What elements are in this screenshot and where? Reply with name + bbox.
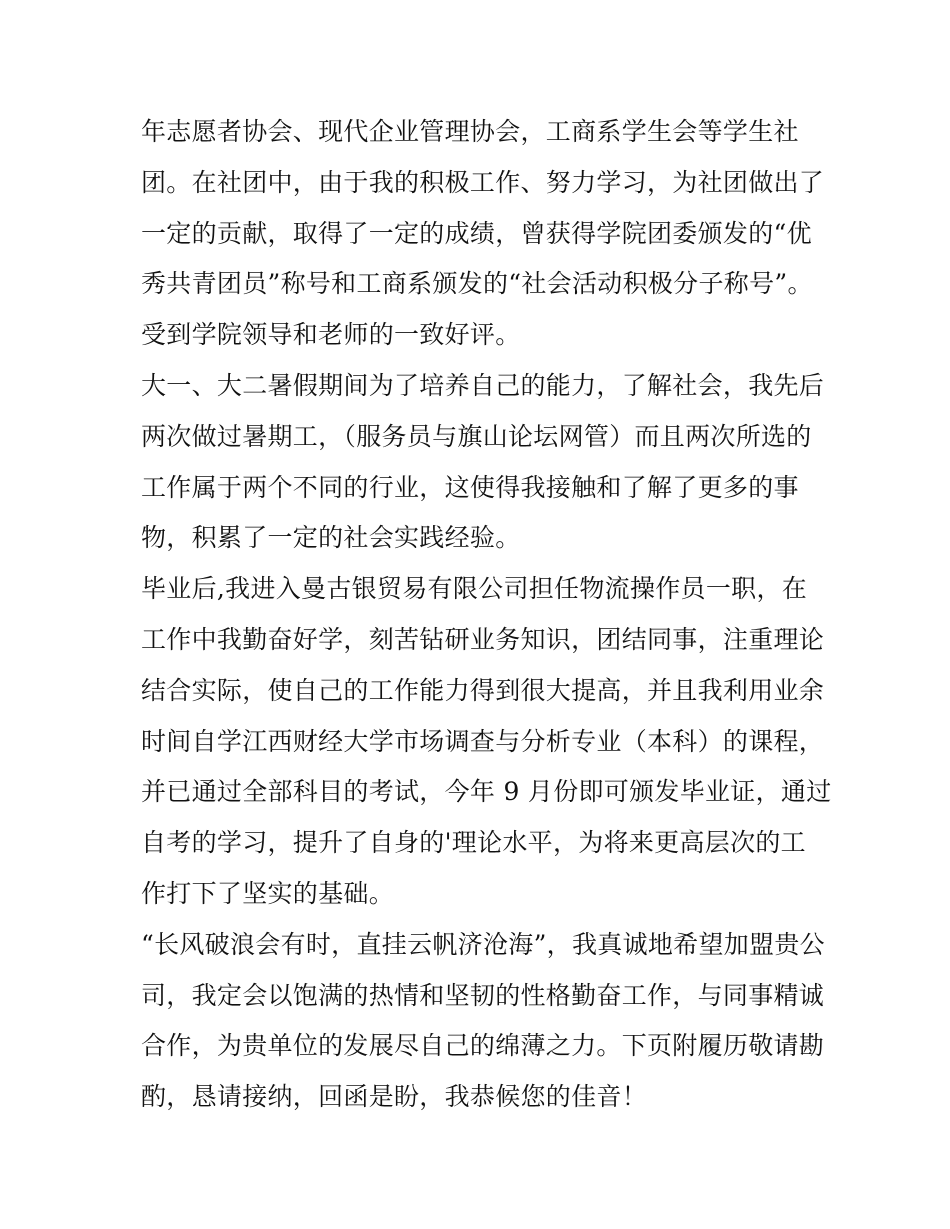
text-line: 毕业后,我进入曼古银贸易有限公司担任物流操作员一职，在 bbox=[141, 574, 808, 604]
text-line: 年志愿者协会、现代企业管理协会，工商系学生会等学生社 bbox=[141, 117, 799, 146]
text-line: 团。在社团中，由于我的积极工作、努力学习，为社团做出了 bbox=[141, 167, 825, 197]
text-line: 酌，恳请接纳，回函是盼，我恭候您的佳音！ bbox=[141, 1082, 648, 1112]
text-line: 一定的贡献，取得了一定的成绩，曾获得学院团委颁发的“优 bbox=[141, 218, 812, 248]
text-line: 合作，为贵单位的发展尽自己的绵薄之力。下页附履历敬请勘 bbox=[141, 1031, 825, 1061]
text-line: 时间自学江西财经大学市场调查与分析专业（本科）的课程， bbox=[141, 726, 825, 756]
text-line: 大一、大二暑假期间为了培养自己的能力，了解社会，我先后 bbox=[141, 370, 825, 400]
text-line: 结合实际，使自己的工作能力得到很大提高，并且我利用业余 bbox=[141, 675, 825, 705]
text-line: “长风破浪会有时，直挂云帆济沧海”，我真诚地希望加盟贵公 bbox=[141, 929, 825, 959]
text-line: 作打下了坚实的基础。 bbox=[141, 878, 395, 908]
text-line: 物，积累了一定的社会实践经验。 bbox=[141, 523, 521, 553]
text-line: 工作属于两个不同的行业，这使得我接触和了解了更多的事 bbox=[141, 472, 799, 502]
text-line: 司，我定会以饱满的热情和坚韧的性格勤奋工作，与同事精诚 bbox=[141, 980, 825, 1010]
text-line: 受到学院领导和老师的一致好评。 bbox=[141, 320, 521, 350]
text-line: 秀共青团员”称号和工商系颁发的“社会活动积极分子称号”。 bbox=[141, 269, 813, 299]
text-line: 自考的学习，提升了自身的'理论水平，为将来更高层次的工 bbox=[141, 828, 806, 858]
text-line: 工作中我勤奋好学，刻苦钻研业务知识，团结同事，注重理论 bbox=[141, 624, 825, 654]
text-line: 两次做过暑期工，（服务员与旗山论坛网管）而且两次所选的 bbox=[141, 421, 812, 451]
letter-body bbox=[141, 107, 832, 1123]
text-line: 并已通过全部科目的考试，今年 9 月份即可颁发毕业证，通过 bbox=[141, 777, 832, 807]
